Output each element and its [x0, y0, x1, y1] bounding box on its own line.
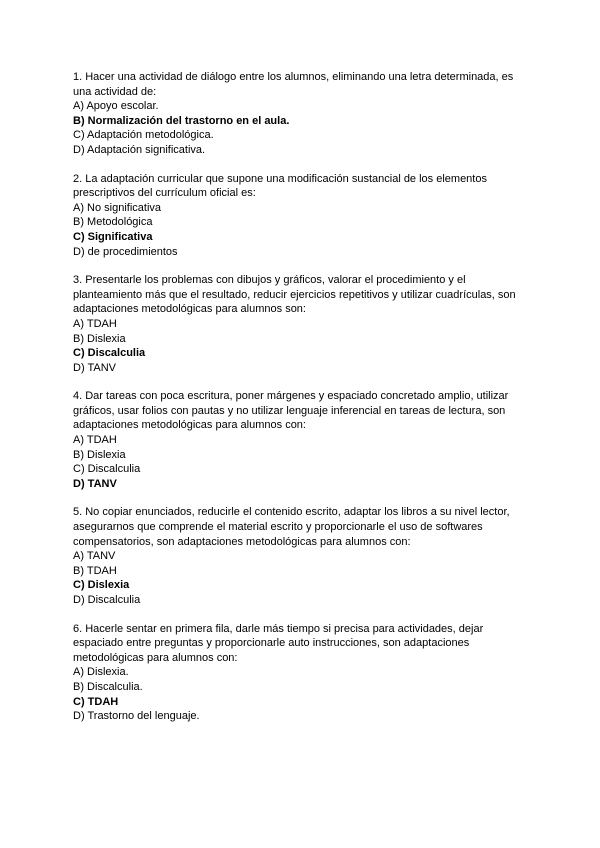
question-stem: 5. No copiar enunciados, reducirle el contenido escrito, adaptar los libros a su nivel lector, asegurarnos que comprende el material escrito y proporcionarle el uso de softwares compensatorios, son adaptaciones metodológicas para alumnos con:	[73, 506, 510, 548]
option-a: A) TDAH	[73, 434, 117, 447]
question-4	[73, 389, 533, 491]
option-d: D) Adaptación significativa.	[73, 143, 206, 156]
question-2	[73, 172, 533, 260]
option-b: B) Dislexia	[73, 332, 126, 345]
option-a: A) No significativa	[73, 201, 162, 214]
question-1	[73, 70, 533, 158]
option-c: C) Discalculia	[73, 463, 141, 476]
question-stem: 1. Hacer una actividad de diálogo entre los alumnos, eliminando una letra determinada, es una actividad de:	[73, 71, 514, 98]
option-a: A) Apoyo escolar.	[73, 100, 159, 113]
option-c: C) Significativa	[73, 230, 153, 243]
option-d: D) TANV	[73, 361, 116, 374]
option-c: C) TDAH	[73, 695, 119, 708]
option-a: A) TDAH	[73, 317, 117, 330]
document-page	[73, 70, 533, 738]
question-stem: 3. Presentarle los problemas con dibujos y gráficos, valorar el procedimiento y el planteamiento más que el resultado, reducir ejercicios repetitivos y utilizar cuadrículas, son adaptaciones metodológicas para alumnos son:	[73, 274, 516, 316]
option-d: D) Discalculia	[73, 594, 141, 606]
question-stem: 2. La adaptación curricular que supone una modificación sustancial de los elementos prescriptivos del currículum oficial es:	[73, 172, 487, 200]
question-5	[73, 505, 533, 607]
option-b: B) Normalización del trastorno en el aula.	[73, 114, 290, 127]
option-a: A) TANV	[73, 550, 116, 563]
question-6	[73, 622, 533, 724]
option-d: D) de procedimientos	[73, 245, 178, 258]
option-b: B) Metodológica	[73, 216, 153, 229]
question-3	[73, 273, 533, 375]
option-d: D) TANV	[73, 477, 117, 490]
question-stem: 6. Hacerle sentar en primera fila, darle más tiempo si precisa para actividades, dejar espaciado entre preguntas y proporcionarle auto instrucciones, son adaptaciones metodológicas para alumnos con:	[73, 622, 484, 664]
option-b: B) Discalculia.	[73, 680, 143, 693]
option-d: D) Trastorno del lenguaje.	[73, 710, 200, 723]
option-b: B) TDAH	[73, 564, 117, 577]
option-a: A) Dislexia.	[73, 666, 129, 679]
option-c: C) Adaptación metodológica.	[73, 129, 214, 142]
option-c: C) Discalculia	[73, 347, 146, 360]
question-stem: 4. Dar tareas con poca escritura, poner márgenes y espaciado concretado amplio, utilizar gráficos, usar folios con pautas y no utilizar lenguaje inferencial en tareas de lectura, son adaptaciones metodológicas para alumnos con:	[73, 390, 509, 432]
option-b: B) Dislexia	[73, 448, 126, 461]
option-c: C) Dislexia	[73, 579, 130, 592]
